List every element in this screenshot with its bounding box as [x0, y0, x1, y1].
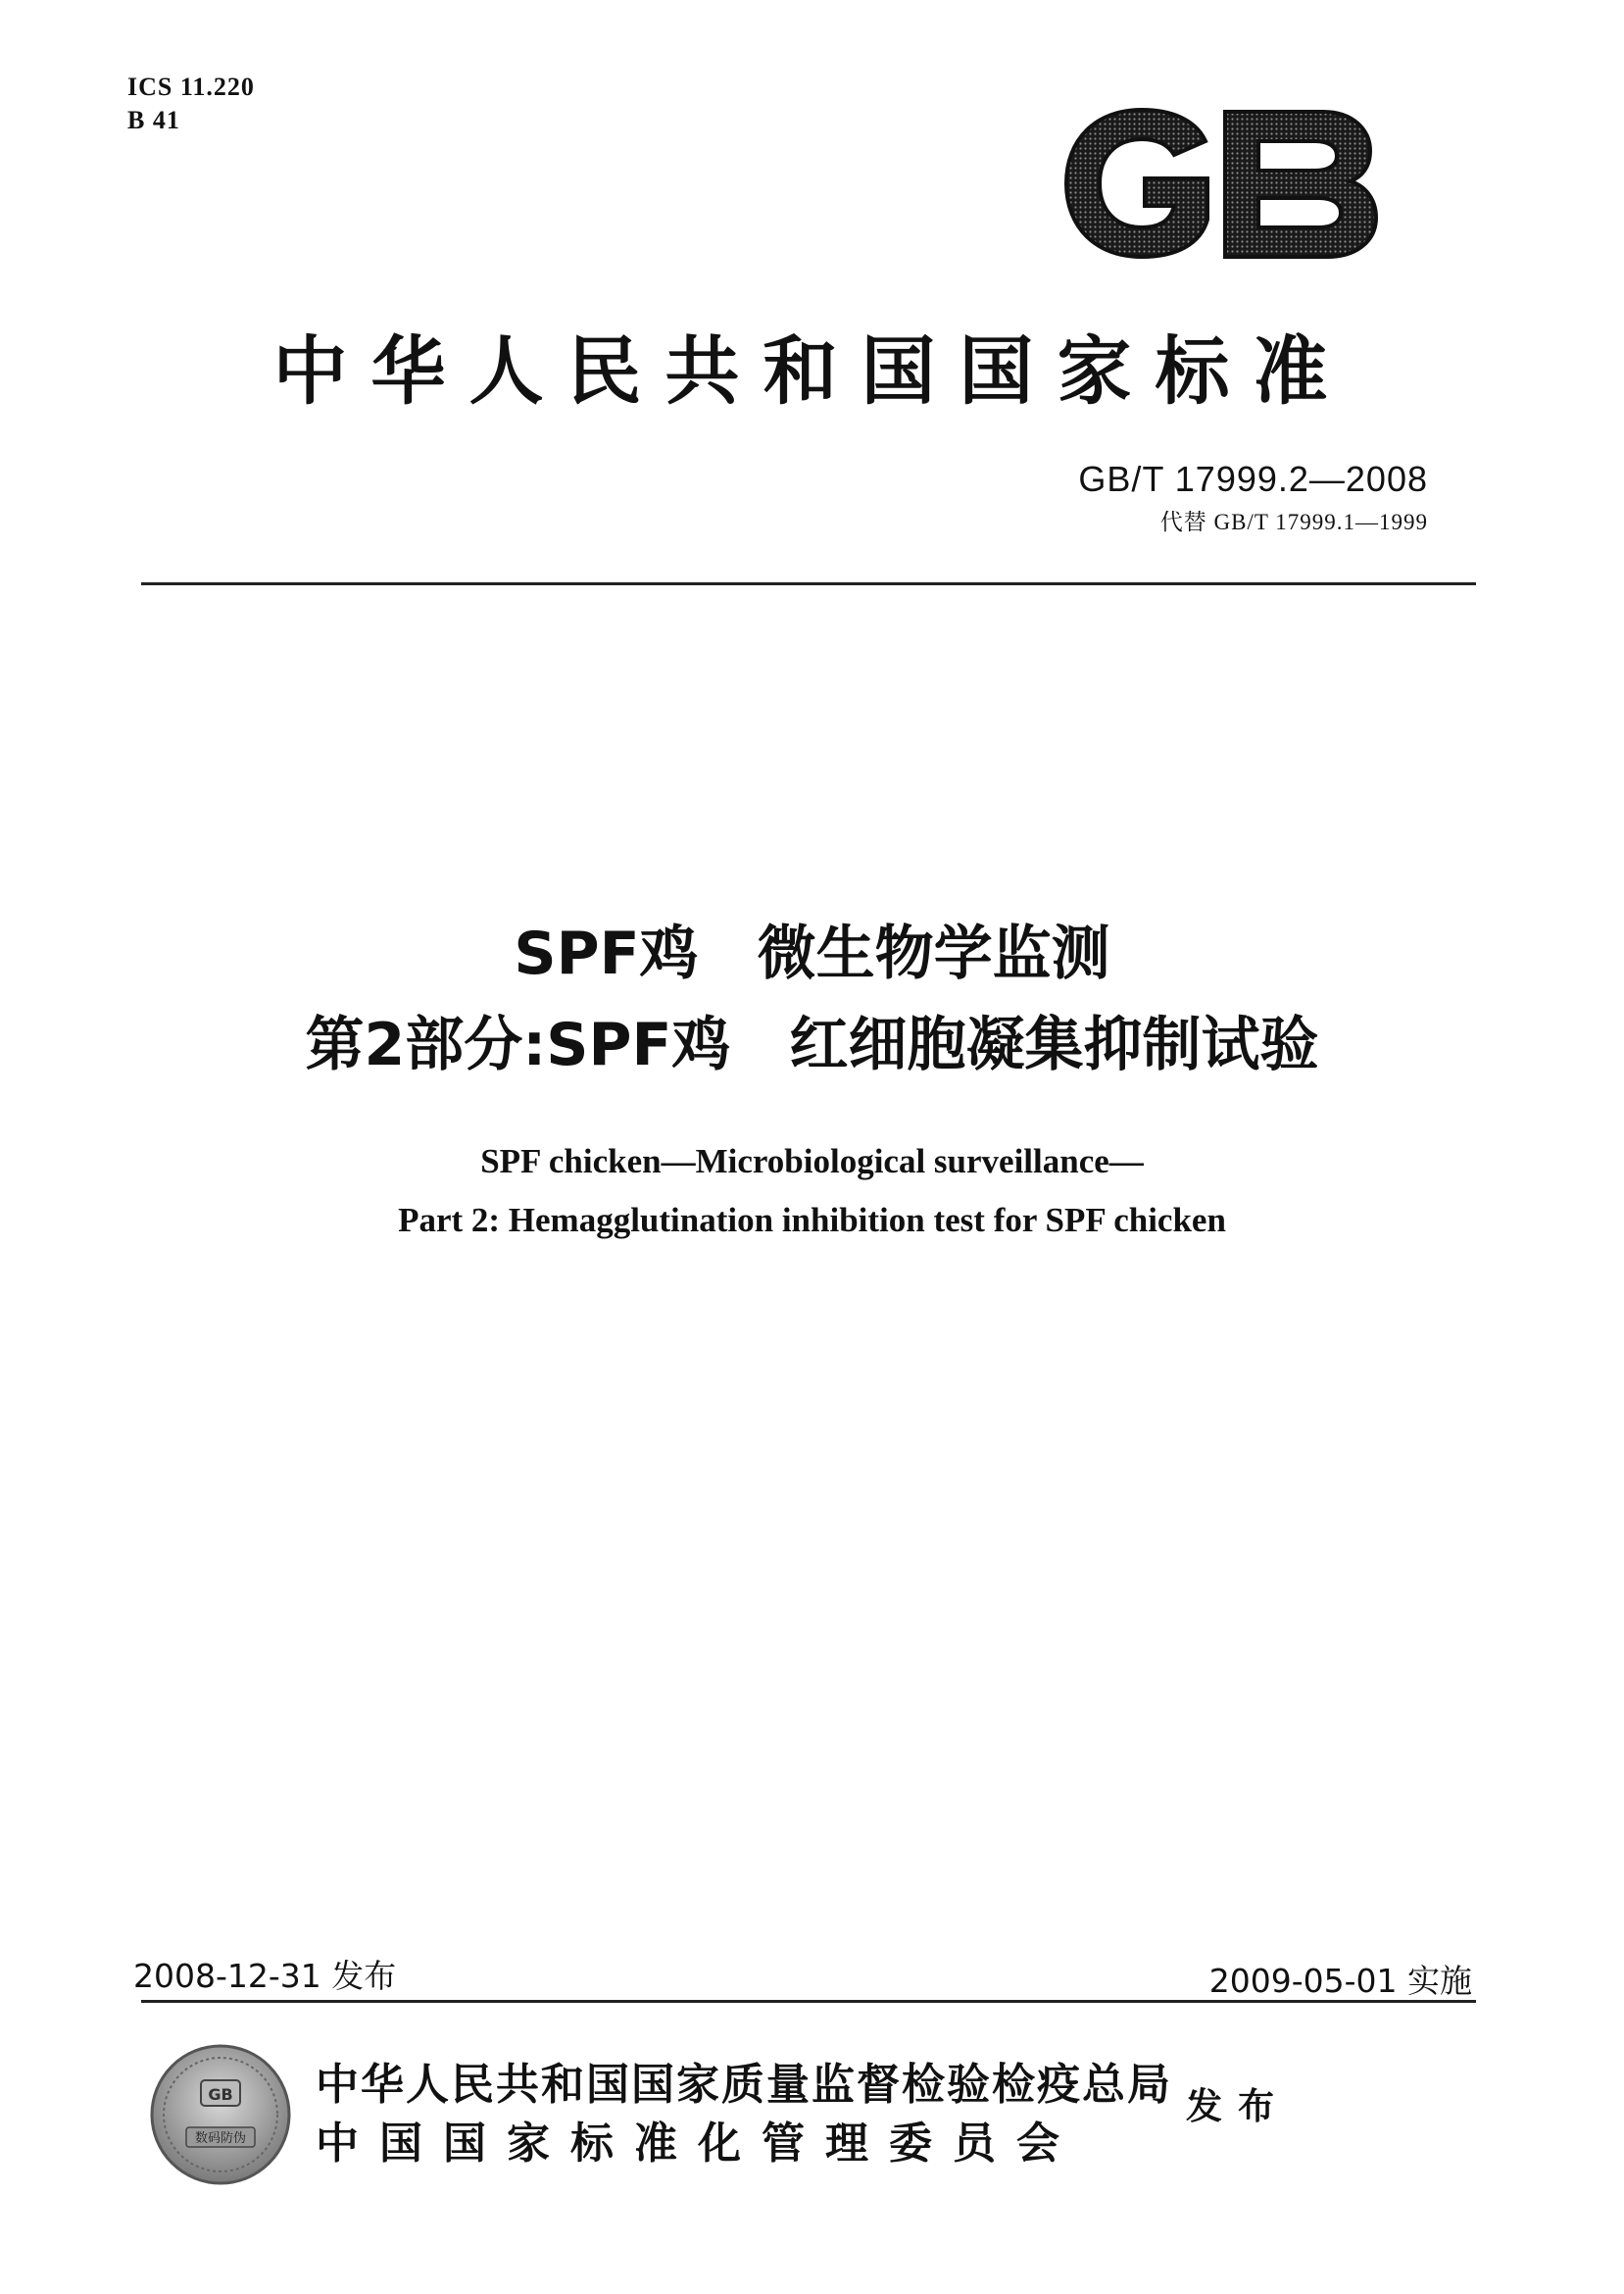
implementation-date: 2009-05-01 实施: [1208, 1962, 1472, 2000]
issue-date: 2008-12-31 发布: [133, 1957, 397, 1995]
ccs-code: B 41: [127, 106, 180, 134]
seal-text: 数码防伪: [194, 2131, 247, 2146]
top-divider: [141, 582, 1476, 585]
standard-number: GB/T 17999.2—2008: [1078, 459, 1428, 499]
english-title-line-2: Part 2: Hemagglutination inhibition test for SPF chicken: [398, 1201, 1226, 1239]
bottom-divider: [141, 2000, 1476, 2003]
ics-code: ICS 11.220: [127, 73, 255, 101]
replaces-standard: 代替 GB/T 17999.1—1999: [1159, 510, 1428, 534]
issuer-sac: 中国国家标准化管理委员会: [316, 2119, 1080, 2169]
gb-logo: [1058, 102, 1382, 265]
english-title-line-1: SPF chicken—Microbiological surveillance—: [480, 1142, 1144, 1180]
chinese-title-line-2: 第2部分:SPF鸡 红细胞凝集抑制试验: [305, 1011, 1319, 1079]
anti-counterfeit-seal-icon: [147, 2041, 294, 2188]
publish-label: 发布: [1186, 2085, 1290, 2127]
chinese-title-line-1: SPF鸡 微生物学监测: [514, 920, 1110, 988]
issuer-aqsiq: 中华人民共和国国家质量监督检验检疫总局: [316, 2060, 1172, 2110]
national-standard-title: 中华人民共和国国家标准: [272, 327, 1352, 415]
svg-text:GB: GB: [208, 2085, 233, 2104]
